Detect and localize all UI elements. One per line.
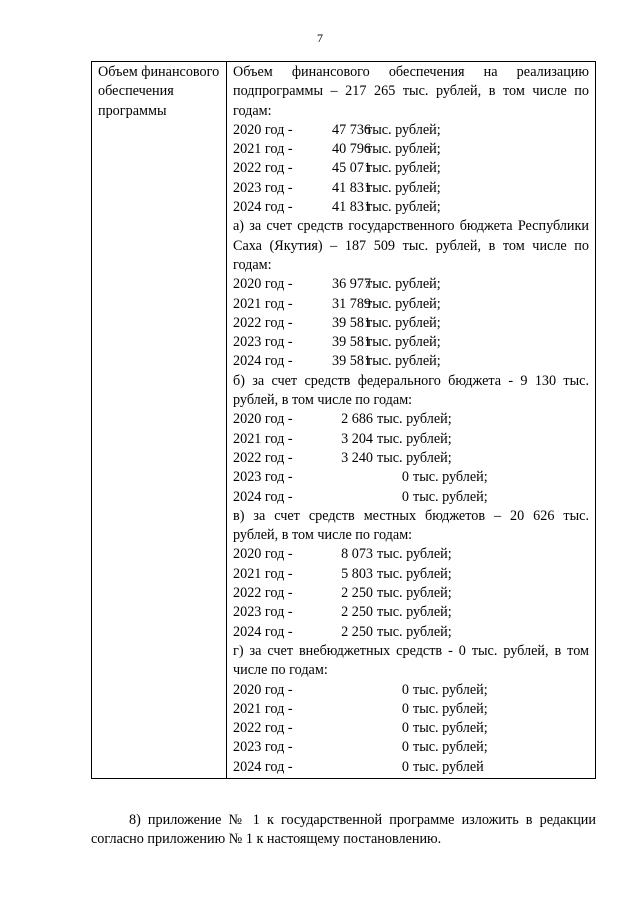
- year-label: 2022 год -: [233, 160, 293, 177]
- year-row: [233, 140, 589, 159]
- intro-text: Объем финансового обеспечения на реализацию подпрограммы – 217 265 тыс. рублей, в том числе по годам:: [233, 64, 589, 119]
- label-cell: Объем финансового обеспечения программы: [92, 62, 227, 779]
- year-row: [233, 121, 589, 140]
- year-label: 2021 год -: [233, 295, 293, 312]
- year-row: [233, 449, 589, 468]
- unit-label: тыс. рублей;: [413, 469, 488, 486]
- year-label: 2023 год -: [233, 739, 293, 756]
- amount-value: 2 250: [341, 623, 373, 640]
- section-a-text: а) за счет средств государственного бюджета Республики Саха (Якутия) – 187 509 тыс. рублей, в том числе по годам:: [233, 218, 589, 273]
- year-row: [233, 758, 589, 777]
- year-row: [233, 410, 589, 429]
- year-row: [233, 565, 589, 584]
- year-row: [233, 430, 589, 449]
- year-label: 2020 год -: [233, 121, 293, 138]
- unit-label: тыс. рублей;: [413, 681, 488, 698]
- v-years-list: [233, 545, 589, 641]
- year-row: [233, 159, 589, 178]
- year-row: [233, 681, 589, 700]
- year-label: 2023 год -: [233, 469, 293, 486]
- year-row: [233, 738, 589, 757]
- year-label: 2023 год -: [233, 604, 293, 621]
- unit-label: тыс. рублей;: [377, 546, 452, 563]
- amount-value: 31 789: [332, 295, 372, 312]
- amount-value: 2 250: [341, 585, 373, 602]
- content-cell: [227, 62, 596, 779]
- year-row: [233, 295, 589, 314]
- year-row: [233, 584, 589, 603]
- year-label: 2021 год -: [233, 141, 293, 158]
- year-row: [233, 623, 589, 642]
- unit-label: тыс. рублей;: [366, 179, 441, 196]
- amount-value: 39 581: [332, 314, 372, 331]
- unit-label: тыс. рублей;: [366, 160, 441, 177]
- year-label: 2020 год -: [233, 546, 293, 563]
- unit-label: тыс. рублей;: [413, 739, 488, 756]
- amount-value: 5 803: [341, 565, 373, 582]
- year-row: [233, 179, 589, 198]
- section-b-text: б) за счет средств федерального бюджета - 9 130 тыс. рублей, в том числе по годам:: [233, 372, 589, 409]
- unit-label: тыс. рублей;: [366, 353, 441, 370]
- financing-table: [91, 61, 596, 779]
- amount-value: 0: [401, 681, 409, 698]
- g-years-list: [233, 681, 589, 777]
- year-row: [233, 488, 589, 507]
- amount-value: 41 831: [332, 199, 372, 216]
- a-years-list: [233, 275, 589, 371]
- unit-label: тыс. рублей: [413, 758, 484, 775]
- amount-value: 0: [401, 488, 409, 505]
- amount-value: 41 831: [332, 179, 372, 196]
- year-label: 2020 год -: [233, 276, 293, 293]
- unit-label: тыс. рублей;: [413, 720, 488, 737]
- year-label: 2023 год -: [233, 179, 293, 196]
- year-row: [233, 468, 589, 487]
- amount-value: 36 977: [332, 276, 372, 293]
- year-row: [233, 198, 589, 217]
- amendment-note: 8) приложение № 1 к государственной программе изложить в редакции согласно приложению № 1 к настоящему постановлению.: [91, 812, 596, 848]
- year-label: 2022 год -: [233, 720, 293, 737]
- unit-label: тыс. рублей;: [377, 430, 452, 447]
- b-years-list: [233, 410, 589, 506]
- unit-label: тыс. рублей;: [366, 314, 441, 331]
- table-row: [92, 62, 596, 779]
- unit-label: тыс. рублей;: [366, 276, 441, 293]
- year-label: 2022 год -: [233, 314, 293, 331]
- unit-label: тыс. рублей;: [366, 141, 441, 158]
- amount-value: 45 071: [332, 160, 372, 177]
- year-label: 2021 год -: [233, 700, 293, 717]
- unit-label: тыс. рублей;: [366, 121, 441, 138]
- amount-value: 3 204: [341, 430, 373, 447]
- total-years-list: [233, 121, 589, 217]
- year-row: [233, 603, 589, 622]
- unit-label: тыс. рублей;: [377, 449, 452, 466]
- year-label: 2022 год -: [233, 585, 293, 602]
- amount-value: 0: [401, 758, 409, 775]
- amount-value: 47 736: [332, 121, 372, 138]
- year-label: 2020 год -: [233, 681, 293, 698]
- amount-value: 39 581: [332, 353, 372, 370]
- year-label: 2024 год -: [233, 353, 293, 370]
- amount-value: 0: [401, 469, 409, 486]
- amount-value: 40 796: [332, 141, 372, 158]
- unit-label: тыс. рублей;: [377, 565, 452, 582]
- unit-label: тыс. рублей;: [377, 411, 452, 428]
- amount-value: 3 240: [341, 449, 373, 466]
- year-row: [233, 314, 589, 333]
- amount-value: 2 250: [341, 604, 373, 621]
- amount-value: 39 581: [332, 334, 372, 351]
- page-number: 7: [317, 31, 323, 45]
- year-label: 2021 год -: [233, 430, 293, 447]
- year-label: 2023 год -: [233, 334, 293, 351]
- year-row: [233, 333, 589, 352]
- year-label: 2024 год -: [233, 488, 293, 505]
- amount-value: 0: [401, 720, 409, 737]
- year-label: 2024 год -: [233, 199, 293, 216]
- section-g-text: г) за счет внебюджетных средств - 0 тыс. рублей, в том числе по годам:: [233, 642, 589, 679]
- year-row: [233, 700, 589, 719]
- year-row: [233, 545, 589, 564]
- unit-label: тыс. рублей;: [366, 334, 441, 351]
- amount-value: 0: [401, 739, 409, 756]
- unit-label: тыс. рублей;: [413, 700, 488, 717]
- section-v-text: в) за счет средств местных бюджетов – 20 626 тыс. рублей, в том числе по годам:: [233, 507, 589, 544]
- amount-value: 8 073: [341, 546, 373, 563]
- year-label: 2020 год -: [233, 411, 293, 428]
- amount-value: 2 686: [341, 411, 373, 428]
- year-row: [233, 275, 589, 294]
- unit-label: тыс. рублей;: [377, 623, 452, 640]
- unit-label: тыс. рублей;: [366, 295, 441, 312]
- year-row: [233, 352, 589, 371]
- year-label: 2021 год -: [233, 565, 293, 582]
- year-label: 2022 год -: [233, 449, 293, 466]
- year-row: [233, 719, 589, 738]
- year-label: 2024 год -: [233, 758, 293, 775]
- amount-value: 0: [401, 700, 409, 717]
- unit-label: тыс. рублей;: [377, 585, 452, 602]
- unit-label: тыс. рублей;: [366, 199, 441, 216]
- year-label: 2024 год -: [233, 623, 293, 640]
- unit-label: тыс. рублей;: [413, 488, 488, 505]
- unit-label: тыс. рублей;: [377, 604, 452, 621]
